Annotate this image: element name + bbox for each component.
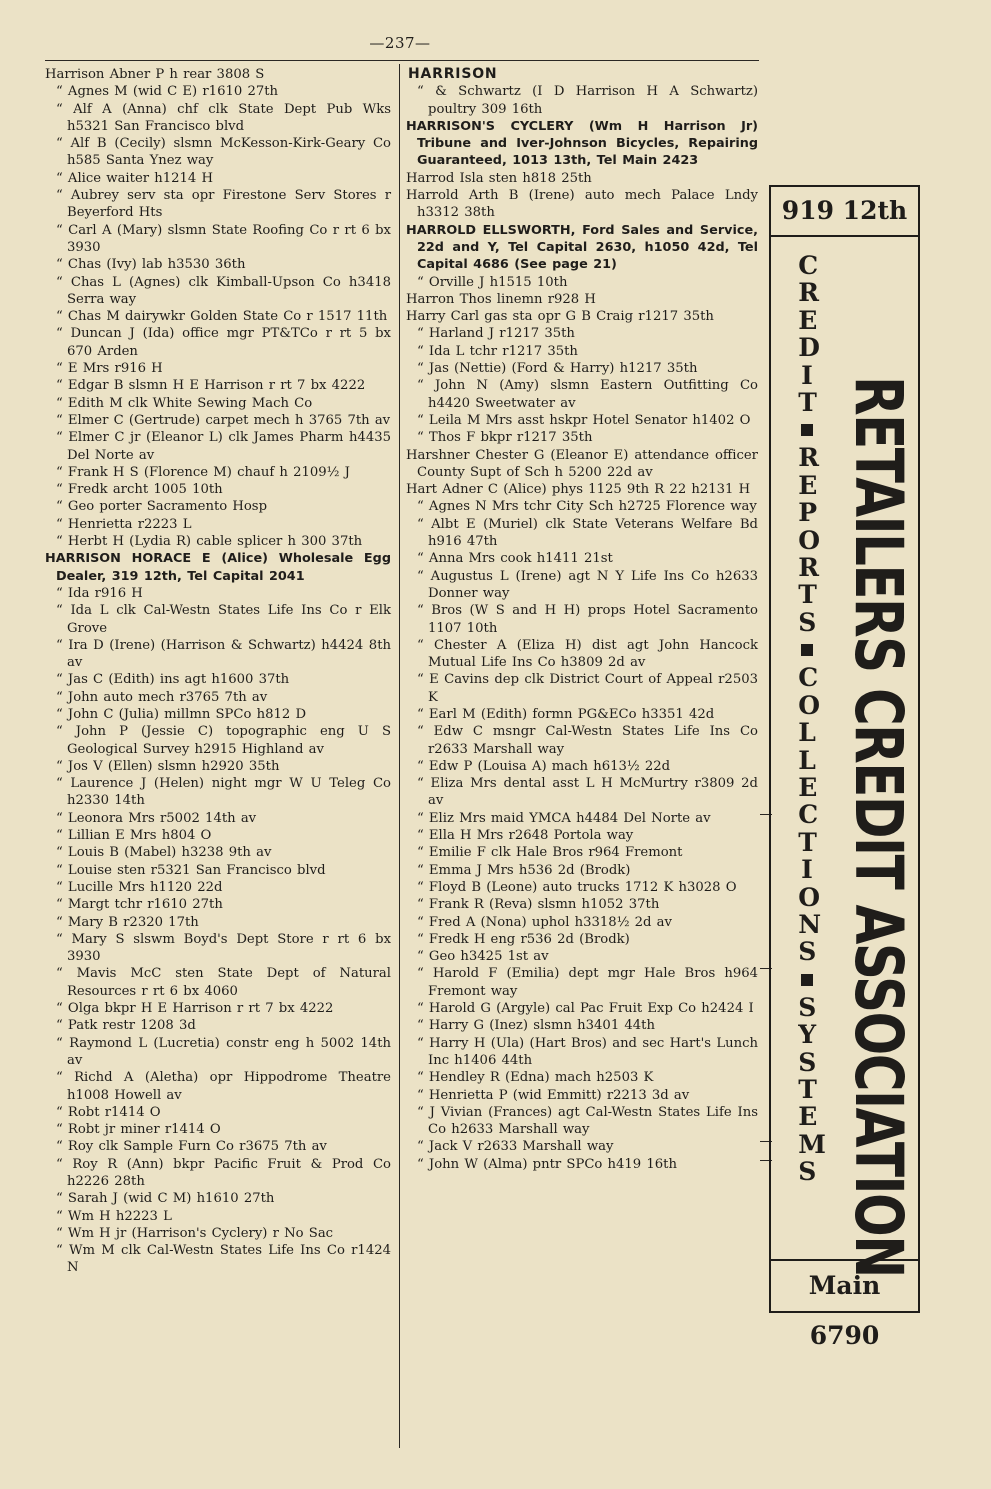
directory-entry: “ John P (Jessie C) topographic eng U S Geological Survey h2915 Highland av	[56, 724, 391, 757]
directory-entry: “ E Cavins dep clk District Court of Appeal r2503 K	[417, 672, 758, 705]
directory-entry: “ Albt E (Muriel) clk State Veterans Welfare Bd h916 47th	[417, 516, 758, 550]
directory-entry: “ Margt tchr r1610 27th	[56, 897, 223, 913]
directory-entry: “ Ida r916 H	[56, 585, 143, 601]
directory-entry: “ Louise sten r5321 San Francisco blvd	[56, 862, 326, 878]
ad-name-wrap	[840, 249, 917, 1277]
middle-column	[406, 66, 758, 1173]
directory-entry: “ Frank R (Reva) slsmn h1052 37th	[417, 897, 660, 913]
directory-entry: “ Earl M (Edith) formn PG&ECo h3351 42d	[417, 706, 715, 722]
directory-entry: Harshner Chester G (Eleanor E) attendance officer County Supt of Sch h 5200 22d av	[406, 447, 758, 480]
directory-entry: “ Chas M dairywkr Golden State Co r 1517 11th	[56, 309, 388, 325]
ad-separator-square	[801, 644, 813, 656]
directory-entry: “ Floyd B (Leone) auto trucks 1712 K h3028 O	[417, 879, 737, 895]
directory-entry: HARRISON'S CYCLERY (Wm H Harrison Jr) Tribune and Iver-Johnson Bicycles, Repairing Guaranteed, 1013 13th, Tel Main 2423	[406, 118, 758, 169]
directory-entry: “ Mary B r2320 17th	[56, 914, 199, 930]
directory-entry: “ Elmer C (Gertrude) carpet mech h 3765 7th av	[56, 412, 391, 428]
ad-separator-square	[801, 424, 813, 436]
directory-entry: “ Herbt H (Lydia R) cable splicer h 300 37th	[56, 534, 363, 550]
directory-entry: “ Leonora Mrs r5002 14th av	[56, 810, 257, 826]
directory-entry: “ Fredk archt 1005 10th	[56, 482, 223, 498]
directory-entry: “ Agnes M (wid C E) r1610 27th	[56, 84, 279, 100]
directory-entry: “ Jas (Nettie) (Ford & Harry) h1217 35th	[417, 361, 698, 377]
directory-entry: “ Geo porter Sacramento Hosp	[56, 499, 268, 515]
directory-entry: “ John N (Amy) slsmn Eastern Outfitting Co h4420 Sweetwater av	[417, 378, 758, 411]
ad-phone: Main 6790	[771, 1259, 918, 1311]
directory-entry: “ Bros (W S and H H) props Hotel Sacramento 1107 10th	[417, 603, 758, 636]
directory-entry: “ Elmer C jr (Eleanor L) clk James Pharm h4435 Del Norte av	[56, 430, 391, 463]
ad-name	[840, 249, 917, 1277]
directory-entry: “ Emilie F clk Hale Bros r964 Fremont	[417, 845, 683, 861]
directory-entry: “ Henrietta P (wid Emmitt) r2213 3d av	[417, 1087, 690, 1103]
directory-entry: “ Harold F (Emilia) dept mgr Hale Bros h964 Fremont way	[417, 966, 758, 999]
directory-entry: “ Carl A (Mary) slsmn State Roofing Co r rt 6 bx 3930	[56, 222, 391, 255]
column-divider	[399, 64, 400, 1448]
directory-entry: “ & Schwartz (I D Harrison H A Schwartz) poultry 309 16th	[417, 84, 758, 117]
directory-entry: “ Ida L clk Cal-Westn States Life Ins Co r Elk Grove	[56, 603, 391, 636]
directory-entry: “ John C (Julia) millmn SPCo h812 D	[56, 706, 307, 722]
directory-entry: “ Anna Mrs cook h1411 21st	[417, 551, 613, 567]
ad-name-text: RETAILERS CREDIT ASSOCIATION	[840, 376, 917, 1277]
directory-entry: “ Mary S slswm Boyd's Dept Store r rt 6 bx 3930	[56, 931, 391, 965]
directory-entry: “ Harold G (Argyle) cal Pac Fruit Exp Co h2424 I	[417, 1001, 754, 1017]
ad-vertical-word: COLLECTIONS	[798, 663, 822, 967]
directory-entry: “ Fredk H eng r536 2d (Brodk)	[417, 931, 630, 947]
directory-entry: “ Frank H S (Florence M) chauf h 2109½ J	[56, 464, 350, 480]
directory-entry: “ Lillian E Mrs h804 O	[56, 828, 212, 844]
directory-entry: “ Ira D (Irene) (Harrison & Schwartz) h4424 8th av	[56, 637, 391, 671]
directory-entry: “ Roy clk Sample Furn Co r3675 7th av	[56, 1139, 327, 1155]
directory-entry: “ Laurence J (Helen) night mgr W U Teleg Co h2330 14th	[56, 776, 391, 809]
directory-entry: “ Chas (Ivy) lab h3530 36th	[56, 257, 246, 273]
directory-entry: “ Eliz Mrs maid YMCA h4484 Del Norte av	[417, 810, 711, 826]
directory-entry: “ Alf B (Cecily) slsmn McKesson-Kirk-Geary Co h585 Santa Ynez way	[56, 136, 391, 169]
directory-entry: “ Chester A (Eliza H) dist agt John Hancock Mutual Life Ins Co h3809 2d av	[417, 637, 758, 671]
directory-entry: HARROLD ELLSWORTH, Ford Sales and Service, 22d and Y, Tel Capital 2630, h1050 42d, Tel Capital 4686 (See page 21)	[406, 222, 758, 273]
directory-entry: “ Harry G (Inez) slsmn h3401 44th	[417, 1018, 655, 1034]
directory-entry: “ Aubrey serv sta opr Firestone Serv Stores r Beyerford Hts	[56, 188, 391, 221]
directory-entry: “ Henrietta r2223 L	[56, 516, 192, 532]
ad-vertical-words	[787, 252, 827, 1186]
directory-entry: “ Alice waiter h1214 H	[56, 170, 213, 186]
directory-entry: “ Raymond L (Lucretia) constr eng h 5002 14th av	[56, 1035, 391, 1068]
ad-vertical-word: SYSTEMS	[798, 992, 826, 1187]
top-rule	[45, 60, 759, 61]
directory-entry: “ J Vivian (Frances) agt Cal-Westn States Life Ins Co h2633 Marshall way	[417, 1104, 758, 1138]
directory-entry: “ Ella H Mrs r2648 Portola way	[417, 828, 634, 844]
directory-entry: “ Jack V r2633 Marshall way	[417, 1139, 614, 1155]
directory-entry: “ Harland J r1217 35th	[417, 326, 575, 342]
directory-entry: “ Orville J h1515 10th	[417, 274, 568, 290]
directory-entry: “ Duncan J (Ida) office mgr PT&TCo r rt 5 bx 670 Arden	[56, 326, 391, 359]
directory-entry: “ Augustus L (Irene) agt N Y Life Ins Co h2633 Donner way	[417, 568, 758, 601]
directory-entry: “ Robt r1414 O	[56, 1104, 161, 1120]
directory-entry: “ Ida L tchr r1217 35th	[417, 343, 578, 359]
directory-entry: “ Jas C (Edith) ins agt h1600 37th	[56, 672, 290, 688]
left-column	[45, 66, 391, 1277]
directory-entry: “ E Mrs r916 H	[56, 361, 163, 377]
directory-entry: “ Patk restr 1208 3d	[56, 1018, 196, 1034]
directory-entry: HARRISON HORACE E (Alice) Wholesale Egg Dealer, 319 12th, Tel Capital 2041	[45, 551, 391, 584]
directory-entry: “ Eliza Mrs dental asst L H McMurtry r3809 2d av	[417, 776, 758, 809]
directory-entry: Harrison Abner P h rear 3808 S	[45, 67, 265, 82]
ad-vertical-word: CREDIT	[798, 251, 820, 418]
directory-entry: “ Mavis McC sten State Dept of Natural Resources r rt 6 bx 4060	[56, 966, 391, 999]
directory-entry: Hart Adner C (Alice) phys 1125 9th R 22 h2131 H	[406, 482, 751, 498]
directory-entry: “ Jos V (Ellen) slsmn h2920 35th	[56, 758, 280, 774]
directory-entry: “ Alf A (Anna) chf clk State Dept Pub Wks h5321 San Francisco blvd	[56, 101, 391, 134]
ad-separator-square	[801, 974, 813, 986]
ad-address: 919 12th	[771, 187, 918, 237]
directory-entry: “ Edgar B slsmn H E Harrison r rt 7 bx 4222	[56, 378, 366, 394]
directory-entry: “ Thos F bkpr r1217 35th	[417, 430, 593, 446]
directory-entry: “ Lucille Mrs h1120 22d	[56, 879, 223, 895]
directory-entry: “ Robt jr miner r1414 O	[56, 1122, 221, 1138]
directory-entry: Harrold Arth B (Irene) auto mech Palace Lndy h3312 38th	[406, 188, 758, 221]
directory-entry: “ Emma J Mrs h536 2d (Brodk)	[417, 862, 631, 878]
directory-entry: “ Wm H jr (Harrison's Cyclery) r No Sac	[56, 1225, 334, 1241]
directory-entry: “ Edith M clk White Sewing Mach Co	[56, 395, 313, 411]
section-header: HARRISON	[408, 66, 498, 82]
directory-entry: “ Agnes N Mrs tchr City Sch h2725 Florence way	[417, 499, 757, 515]
directory-entry: “ John auto mech r3765 7th av	[56, 689, 268, 705]
directory-entry: “ Leila M Mrs asst hskpr Hotel Senator h1402 O	[417, 412, 751, 428]
directory-entry: “ Hendley R (Edna) mach h2503 K	[417, 1070, 654, 1086]
directory-entry: “ Louis B (Mabel) h3238 9th av	[56, 845, 272, 861]
directory-entry: “ Edw P (Louisa A) mach h613½ 22d	[417, 758, 671, 774]
directory-entry: “ Sarah J (wid C M) h1610 27th	[56, 1191, 275, 1207]
directory-entry: Harron Thos linemn r928 H	[406, 291, 596, 307]
directory-entry: “ Harry H (Ula) (Hart Bros) and sec Hart's Lunch Inc h1406 44th	[417, 1035, 758, 1068]
directory-entry: “ Wm H h2223 L	[56, 1208, 172, 1224]
directory-entry: Harry Carl gas sta opr G B Craig r1217 35th	[406, 309, 714, 325]
ad-vertical-word: REPORTS	[798, 443, 821, 637]
directory-entry: Harrod Isla sten h818 25th	[406, 170, 592, 186]
page-number: —237—	[369, 34, 431, 52]
directory-entry: “ Edw C msngr Cal-Westn States Life Ins Co r2633 Marshall way	[417, 724, 758, 757]
advertisement-box	[769, 185, 920, 1350]
directory-entry: “ John W (Alma) pntr SPCo h419 16th	[417, 1156, 677, 1172]
directory-entry: “ Geo h3425 1st av	[417, 949, 549, 965]
directory-entry: “ Wm M clk Cal-Westn States Life Ins Co r1424 N	[56, 1243, 391, 1276]
directory-entry: “ Roy R (Ann) bkpr Pacific Fruit & Prod Co h2226 28th	[56, 1156, 391, 1189]
directory-entry: “ Olga bkpr H E Harrison r rt 7 bx 4222	[56, 1001, 334, 1017]
directory-entry: “ Chas L (Agnes) clk Kimball-Upson Co h3418 Serra way	[56, 274, 391, 307]
directory-entry: “ Richd A (Aletha) opr Hippodrome Theatre h1008 Howell av	[56, 1070, 391, 1103]
directory-entry: “ Fred A (Nona) uphol h3318½ 2d av	[417, 914, 672, 930]
